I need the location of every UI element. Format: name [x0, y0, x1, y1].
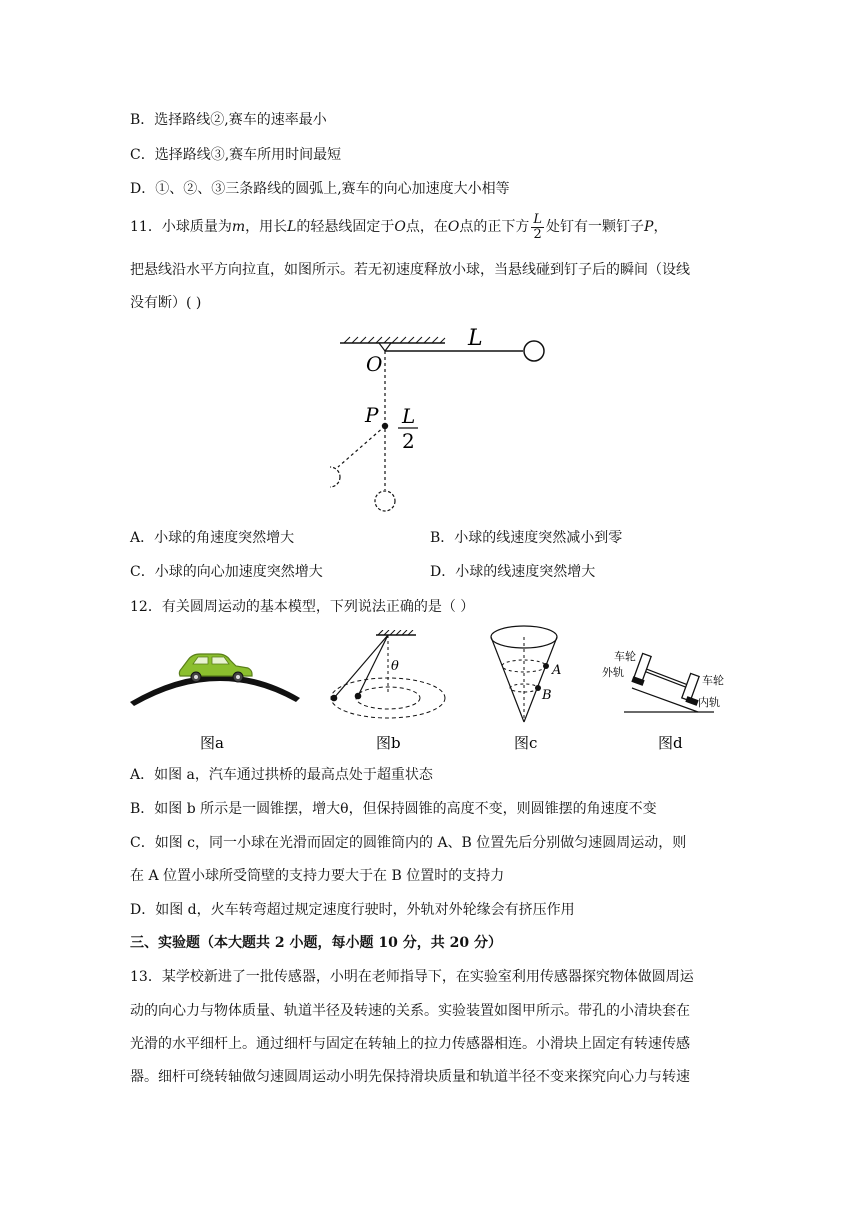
q12-figure-c	[486, 622, 576, 755]
q11-text: ，	[653, 219, 668, 235]
q12-figure-b	[328, 630, 453, 755]
q12-option-a: A．如图 a，汽车通过拱桥的最高点处于超重状态	[130, 767, 433, 783]
q11-text: 11．小球质量为	[130, 219, 232, 235]
bob-inner	[355, 693, 362, 700]
label-frac-den: 2	[402, 429, 415, 453]
q11-text: ，用长	[245, 219, 288, 235]
label-outer-1: 车轮	[614, 650, 636, 663]
q10-option-b: B．选择路线②,赛车的速率最小	[130, 112, 327, 128]
q11-text: 点的正下方	[459, 219, 530, 235]
bob-outer	[331, 695, 338, 702]
ball-B	[535, 685, 541, 691]
q10-option-c: C．选择路线③,赛车所用时间最短	[130, 147, 342, 163]
q12-stem: 12．有关圆周运动的基本模型，下列说法正确的是（ ）	[130, 599, 475, 615]
q11-option-d: D．小球的线速度突然增大	[430, 564, 596, 580]
q12-option-c-line1: C．如图 c，同一小球在光滑而固定的圆锥筒内的 A、B 位置先后分别做匀速圆周运动，则	[130, 835, 687, 851]
q11-stem-line1	[130, 210, 667, 244]
q13-line3: 光滑的水平细杆上。通过细杆与固定在转轴上的拉力传感器相连。小滑块上固定有转速传感	[130, 1036, 690, 1052]
q11-text: 处钉有一颗钉子	[546, 219, 645, 235]
q12-figure-a	[128, 640, 308, 755]
caption-fig-a: 图a	[200, 734, 224, 752]
q13-line4: 器。细杆可绕转轴做匀速圆周运动小明先保持滑块质量和轨道半径不变来探究向心力与转速	[130, 1069, 690, 1085]
label-B: B	[542, 688, 552, 703]
q11-var-L: L	[287, 219, 297, 235]
label-inner-2: 内轨	[698, 696, 720, 709]
q12-option-d: D．如图 d，火车转弯超过规定速度行驶时，外轨对外轮缘会有挤压作用	[130, 902, 575, 918]
label-frac-num: L	[402, 404, 416, 428]
ball-swing	[330, 467, 340, 487]
label-theta: θ	[391, 659, 399, 674]
ball-bottom	[375, 491, 395, 511]
ball-initial	[524, 341, 544, 361]
q12-option-c-line2: 在 A 位置小球所受筒壁的支持力要大于在 B 位置时的支持力	[130, 868, 505, 884]
caption-fig-d: 图d	[658, 734, 683, 752]
label-A: A	[552, 663, 562, 678]
q11-option-a: A．小球的角速度突然增大	[130, 530, 295, 546]
cone-left-side	[491, 637, 524, 722]
q11-var-O: O	[394, 219, 406, 235]
q11-stem-line3: 没有断）( )	[130, 295, 202, 311]
fraction-denominator: 2	[533, 226, 542, 242]
q10-option-d: D．①、②、③三条路线的圆弧上,赛车的向心加速度大小相等	[130, 181, 510, 197]
caption-fig-b: 图b	[376, 734, 401, 752]
q11-fraction	[531, 213, 544, 242]
cone-right-side	[524, 637, 557, 722]
q11-option-c: C．小球的向心加速度突然增大	[130, 564, 323, 580]
swing-dashed-line	[338, 426, 385, 467]
q11-text: 点，在	[405, 219, 448, 235]
fraction-numerator: L	[533, 211, 543, 227]
q12-figure-d	[602, 640, 742, 755]
q11-var-m: m	[231, 219, 246, 235]
label-outer-2: 外轨	[602, 666, 624, 679]
section-heading: 三、实验题（本大题共 2 小题，每小题 10 分，共 20 分）	[130, 935, 502, 951]
q11-var-P: P	[644, 219, 654, 235]
ceiling-hatch	[344, 337, 445, 343]
q11-var-O: O	[447, 219, 460, 235]
label-P: P	[365, 403, 379, 427]
q13-line2: 动的向心力与物体质量、轨道半径及转速的关系。实验装置如图甲所示。带孔的小清块套在	[130, 1003, 690, 1019]
caption-fig-c: 图c	[514, 734, 538, 752]
q11-option-b: B．小球的线速度突然减小到零	[430, 530, 623, 546]
label-O: O	[366, 352, 383, 376]
label-inner-1: 车轮	[702, 674, 724, 687]
arch-bridge	[130, 675, 300, 706]
q12-option-b: B．如图 b 所示是一圆锥摆，增大θ，但保持圆锥的高度不变，则圆锥摆的角速度不变	[130, 801, 657, 817]
pivot-triangle	[379, 343, 391, 351]
label-L: L	[468, 326, 483, 351]
outer-wheel	[634, 653, 651, 681]
q11-text: 的轻悬线固定于	[296, 219, 395, 235]
ball-A	[543, 663, 549, 669]
q11-pendulum-figure	[330, 325, 560, 520]
q13-line1: 13．某学校新进了一批传感器，小明在老师指导下，在实验室利用传感器探究物体做圆周运	[130, 969, 694, 985]
q11-stem-line2: 把悬线沿水平方向拉直，如图所示。若无初速度释放小球，当悬线碰到钉子后的瞬间（设线	[130, 262, 690, 278]
